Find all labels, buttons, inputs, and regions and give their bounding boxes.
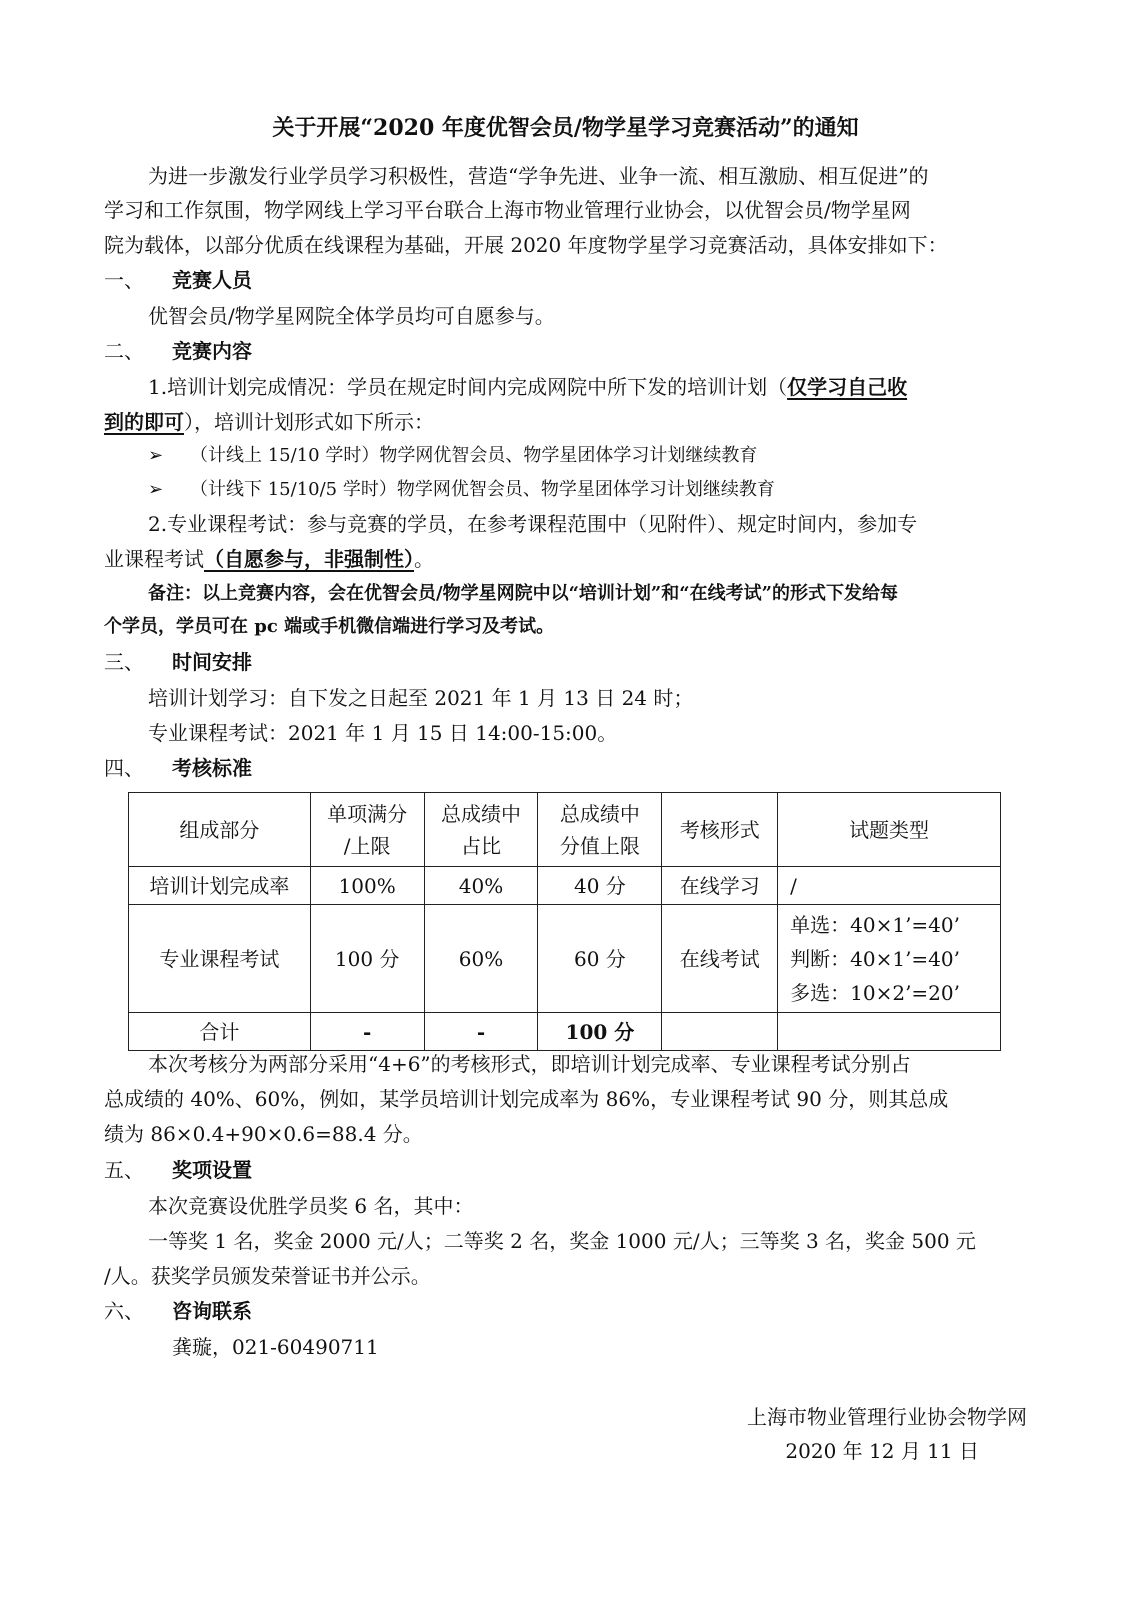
table-header-cell [538, 793, 662, 867]
section-title: 奖项设置 [172, 1158, 252, 1182]
section-number: 一、 [104, 268, 144, 292]
section-number: 二、 [104, 339, 144, 363]
awards-line-3: /人。获奖学员颁发荣誉证书并公示。 [104, 1264, 431, 1288]
section-heading-2 [104, 337, 252, 365]
section-heading-3 [104, 648, 252, 676]
bullet-item-1: （计线上 15/10 学时）物学网优智会员、物学星团体学习计划继续教育 [190, 445, 758, 466]
section-title: 竞赛人员 [172, 268, 252, 292]
header-line: 总成绩中 占比 [441, 801, 522, 858]
section-heading-1 [104, 266, 252, 294]
table-header-cell [424, 793, 538, 867]
intro-line-3: 院为载体，以部分优质在线课程为基础，开展 2020 年度物学星学习竞赛活动，具体安排如下： [104, 233, 948, 257]
table-row [129, 905, 1001, 1013]
section-number: 五、 [104, 1158, 144, 1182]
table-cell: - [310, 1013, 424, 1051]
header-line: 总成绩中 分值上限 [559, 801, 640, 858]
emphasis-text: 到的即可 [104, 410, 184, 434]
emphasis-text: 仅学习自己收 [787, 375, 908, 399]
section-number: 三、 [104, 650, 144, 674]
table-cell: 培训计划完成率 [129, 867, 311, 905]
exam-text: 业课程考试 [104, 547, 204, 571]
question-types-cell [778, 905, 1001, 1013]
awards-line-2: 一等奖 1 名，奖金 2000 元/人；二等奖 2 名，奖金 1000 元/人；三等奖 3 名，奖金 500 元 [148, 1229, 976, 1253]
header-line: 单项满分 /上限 [327, 801, 408, 858]
table-cell: 100% [310, 867, 424, 905]
section-title: 咨询联系 [172, 1299, 252, 1323]
training-plan-line-1 [148, 373, 907, 401]
section-number: 四、 [104, 756, 144, 780]
scoring-table [128, 792, 1001, 1051]
table-row [129, 867, 1001, 905]
table-header-row [129, 793, 1001, 867]
signature-date: 2020 年 12 月 11 日 [785, 1439, 979, 1463]
table-header-cell: 考核形式 [662, 793, 778, 867]
exam-line-1: 2.专业课程考试：参与竞赛的学员，在参考课程范围中（见附件）、规定时间内，参加专 [148, 512, 918, 536]
table-cell [778, 1013, 1001, 1051]
intro-line-1: 为进一步激发行业学员学习积极性，营造“学争先进、业争一流、相互激励、相互促进”的 [148, 164, 929, 188]
question-types-text: 单选：40×1’=40’ 判断：40×1’=40’ 多选：10×2’=20’ [790, 912, 960, 1005]
table-cell: 40% [424, 867, 538, 905]
table-cell: 100 分 [538, 1013, 662, 1051]
note-line-2: 个学员，学员可在 pc 端或手机微信端进行学习及考试。 [104, 616, 555, 637]
bullet-arrow-icon: ➢ [148, 479, 164, 500]
section-title: 竞赛内容 [172, 339, 252, 363]
schedule-line-1: 培训计划学习：自下发之日起至 2021 年 1 月 13 日 24 时； [148, 686, 694, 710]
training-plan-text: 1.培训计划完成情况：学员在规定时间内完成网院中所下发的培训计划（ [148, 375, 788, 399]
exam-text: 。 [414, 547, 434, 571]
table-cell: 专业课程考试 [129, 905, 311, 1013]
bullet-arrow-icon: ➢ [148, 445, 164, 466]
assessment-line-2: 总成绩的 40%、60%，例如，某学员培训计划完成率为 86%，专业课程考试 90 分，则其总成 [104, 1087, 949, 1111]
table-cell: - [424, 1013, 538, 1051]
section-1-body: 优智会员/物学星网院全体学员均可自愿参与。 [148, 304, 555, 328]
signature-organization: 上海市物业管理行业协会物学网 [747, 1405, 1027, 1429]
bullet-item-2: （计线下 15/10/5 学时）物学网优智会员、物学星团体学习计划继续教育 [190, 479, 775, 500]
table-cell: / [778, 867, 1001, 905]
section-heading-4 [104, 754, 252, 782]
contact-info: 龚璇，021-60490711 [172, 1335, 379, 1359]
table-cell: 100 分 [310, 905, 424, 1013]
schedule-line-2: 专业课程考试：2021 年 1 月 15 日 14:00-15:00。 [148, 721, 618, 745]
table-cell [662, 1013, 778, 1051]
table-header-cell [310, 793, 424, 867]
assessment-line-1: 本次考核分为两部分采用“4+6”的考核形式，即培训计划完成率、专业课程考试分别占 [148, 1052, 911, 1076]
training-plan-line-2 [104, 408, 434, 436]
table-cell: 60 分 [538, 905, 662, 1013]
table-cell: 合计 [129, 1013, 311, 1051]
section-title: 考核标准 [172, 756, 252, 780]
table-cell: 40 分 [538, 867, 662, 905]
notice-title: 关于开展“2020 年度优智会员/物学星学习竞赛活动”的通知 [272, 115, 859, 141]
training-plan-text: ），培训计划形式如下所示： [184, 410, 434, 434]
section-title: 时间安排 [172, 650, 252, 674]
emphasis-text: （自愿参与，非强制性） [204, 547, 414, 571]
note-line-1: 备注：以上竞赛内容，会在优智会员/物学星网院中以“培训计划”和“在线考试”的形式下发给每 [148, 583, 898, 604]
exam-line-2 [104, 545, 434, 573]
table-cell: 在线考试 [662, 905, 778, 1013]
table-header-cell: 组成部分 [129, 793, 311, 867]
table-cell: 在线学习 [662, 867, 778, 905]
assessment-line-3: 绩为 86×0.4+90×0.6=88.4 分。 [104, 1122, 423, 1146]
section-heading-6 [104, 1297, 252, 1325]
table-cell: 60% [424, 905, 538, 1013]
intro-line-2: 学习和工作氛围，物学网线上学习平台联合上海市物业管理行业协会，以优智会员/物学星网 [104, 198, 911, 222]
section-heading-5 [104, 1156, 252, 1184]
table-header-cell: 试题类型 [778, 793, 1001, 867]
table-total-row [129, 1013, 1001, 1051]
section-number: 六、 [104, 1299, 144, 1323]
awards-line-1: 本次竞赛设优胜学员奖 6 名，其中： [148, 1194, 474, 1218]
